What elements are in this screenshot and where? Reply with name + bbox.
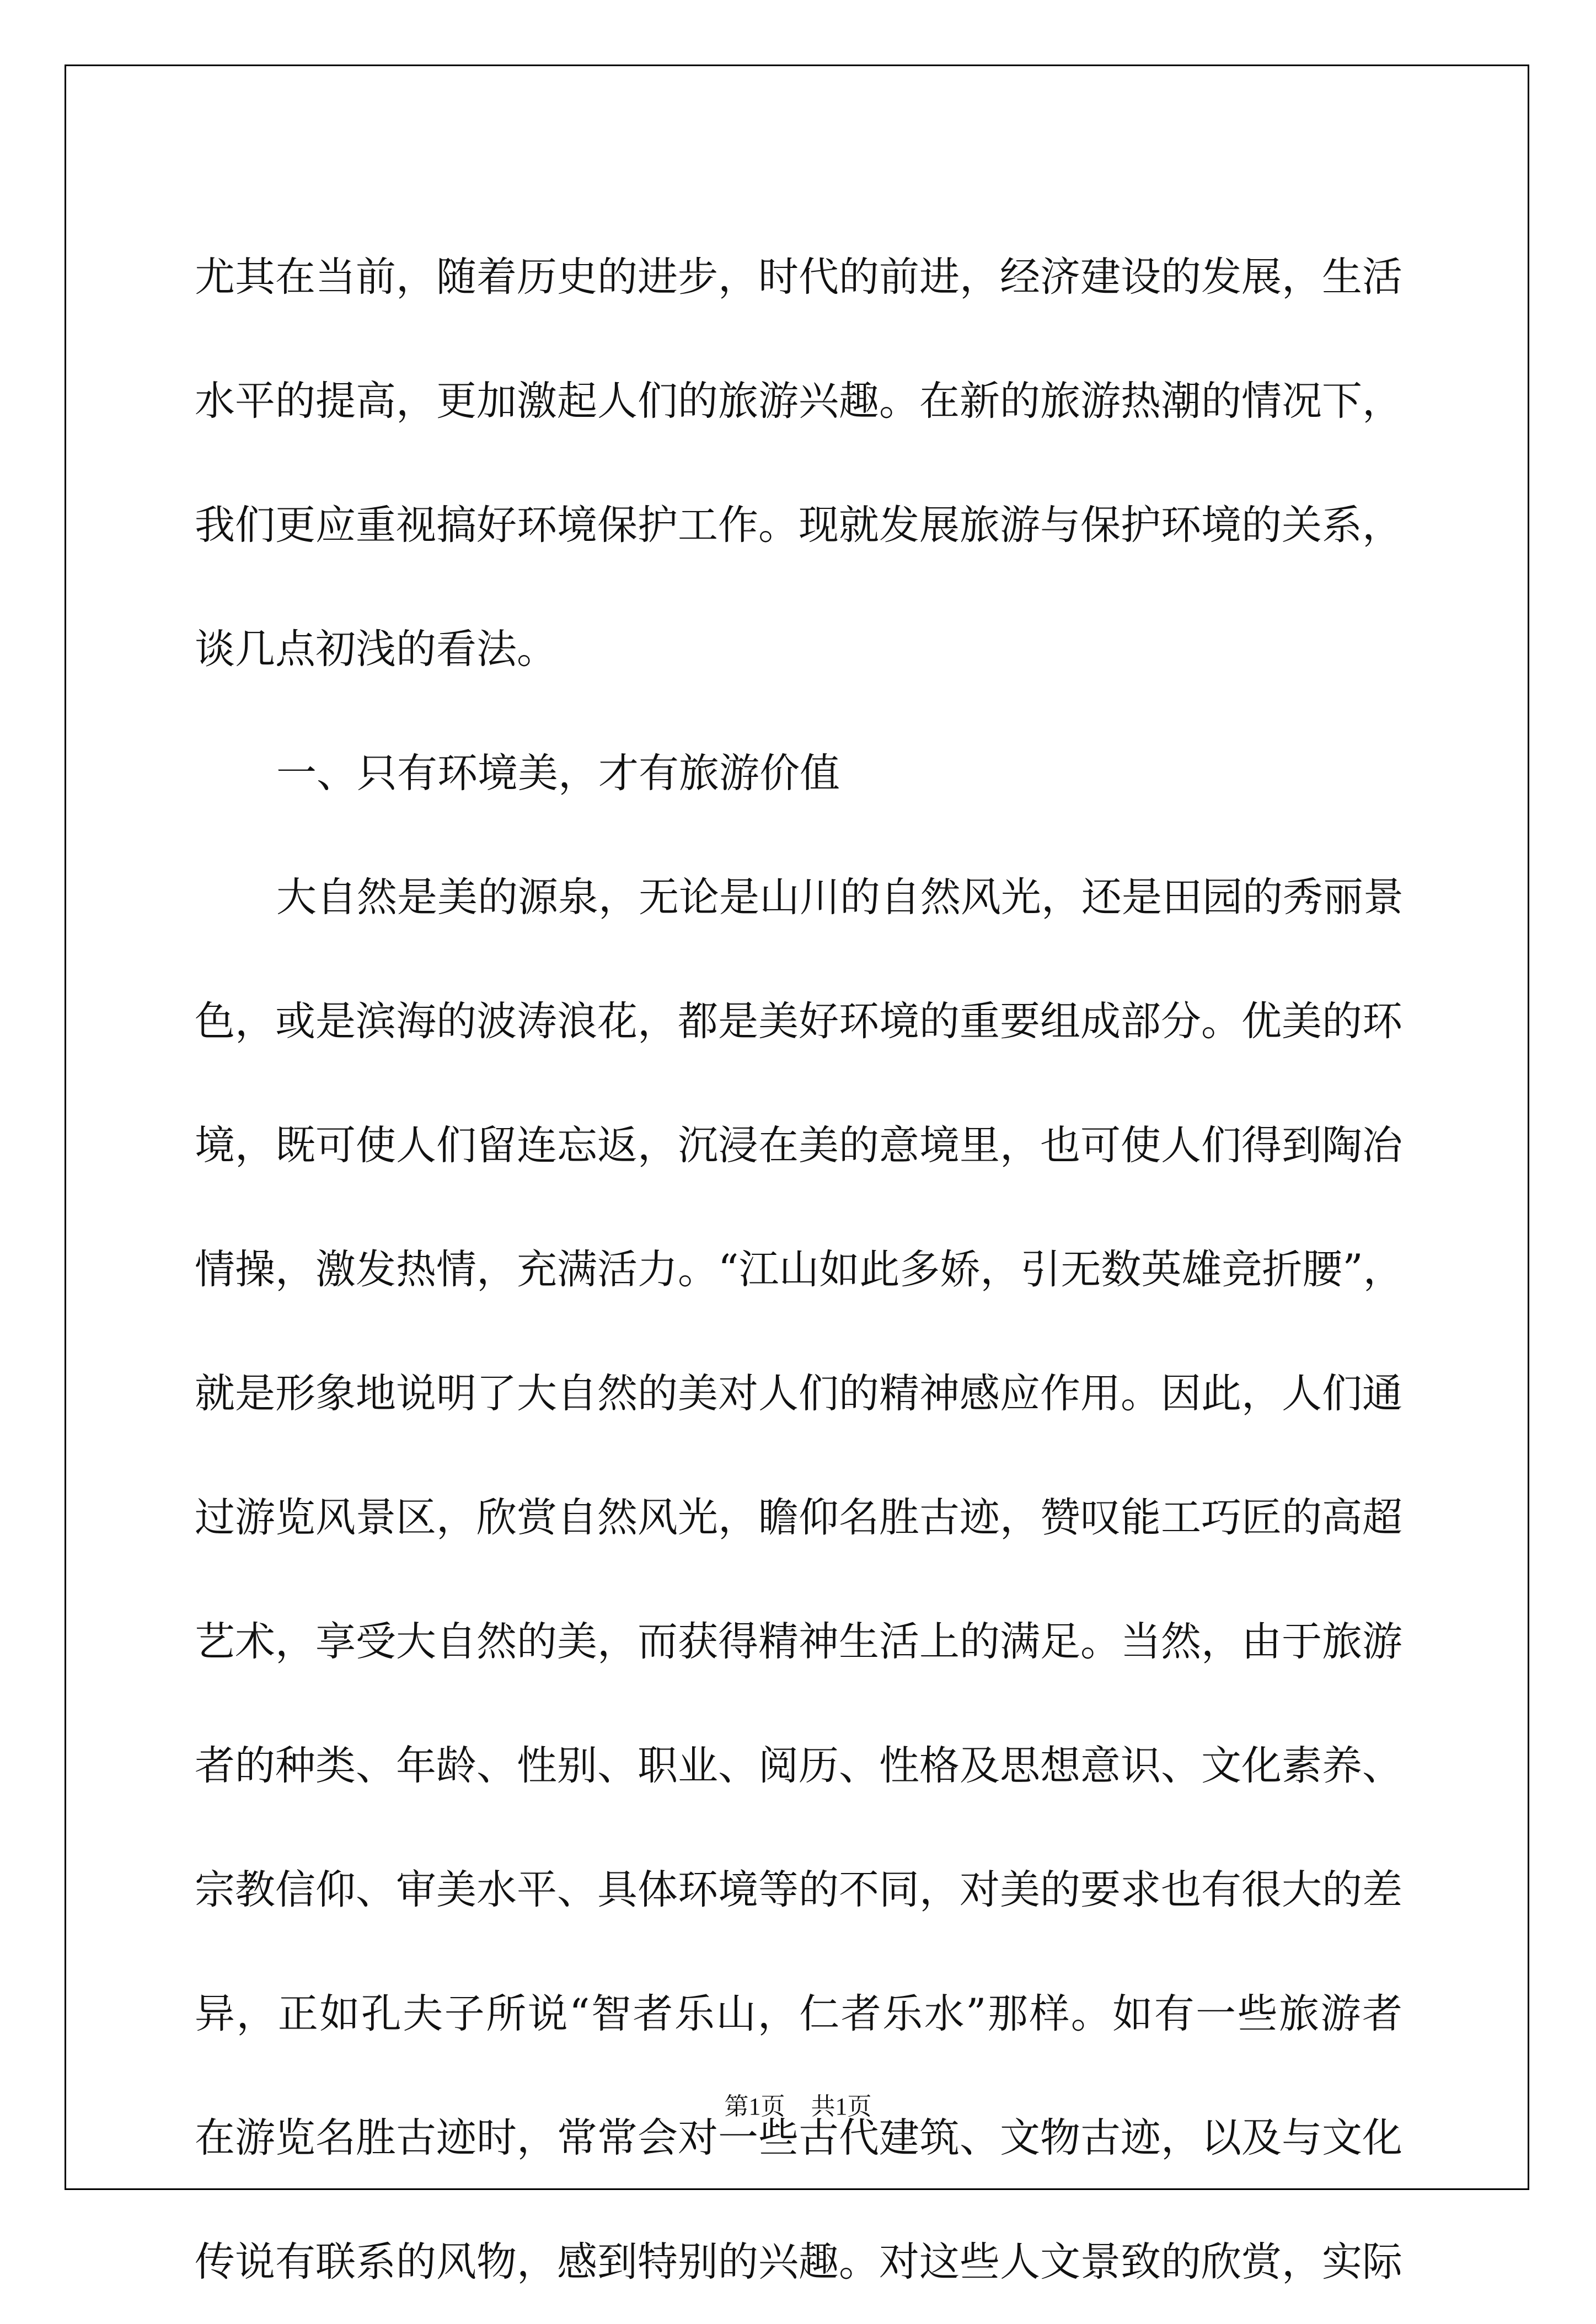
page-total: 共1页 (811, 2093, 872, 2120)
body-line: 情操，激发热情，充满活力。“江山如此多娇，引无数英雄竞折腰”， (195, 1246, 1404, 1293)
body-line: 我们更应重视搞好环境保护工作。现就发展旅游与保护环境的关系， (195, 502, 1402, 549)
body-line: 尤其在当前，随着历史的进步，时代的前进，经济建设的发展，生活 (195, 254, 1402, 300)
page-footer (0, 2086, 1596, 2122)
body-line: 谈几点初浅的看法。 (195, 626, 557, 673)
body-line: 水平的提高，更加激起人们的旅游兴趣。在新的旅游热潮的情况下， (195, 378, 1402, 425)
body-line: 大自然是美的源泉，无论是山川的自然风光，还是田园的秀丽景 (276, 874, 1404, 921)
body-line: 就是形象地说明了大自然的美对人们的精神感应作用。因此，人们通 (195, 1370, 1402, 1417)
body-line: 者的种类、年龄、性别、职业、阅历、性格及思想意识、文化素养、 (195, 1742, 1402, 1789)
body-line: 色，或是滨海的波涛浪花，都是美好环境的重要组成部分。优美的环 (195, 998, 1402, 1045)
document-body (195, 215, 1402, 2324)
body-line: 异，正如孔夫子所说“智者乐山，仁者乐水”那样。如有一些旅游者 (195, 1990, 1402, 2037)
body-line: 在游览名胜古迹时，常常会对一些古代建筑、文物古迹，以及与文化 (195, 2114, 1402, 2161)
page-number: 第1页 (724, 2093, 785, 2120)
body-line: 宗教信仰、审美水平、具体环境等的不同，对美的要求也有很大的差 (195, 1866, 1402, 1913)
body-line: 传说有联系的风物，感到特别的兴趣。对这些人文景致的欣赏，实际 (195, 2239, 1402, 2285)
body-line: 境，既可使人们留连忘返，沉浸在美的意境里，也可使人们得到陶冶 (195, 1122, 1402, 1169)
body-line: 艺术，享受大自然的美，而获得精神生活上的满足。当然，由于旅游 (195, 1618, 1402, 1665)
section-heading: 一、只有环境美，才有旅游价值 (276, 750, 840, 797)
body-line: 过游览风景区，欣赏自然风光，瞻仰名胜古迹，赞叹能工巧匠的高超 (195, 1494, 1402, 1541)
